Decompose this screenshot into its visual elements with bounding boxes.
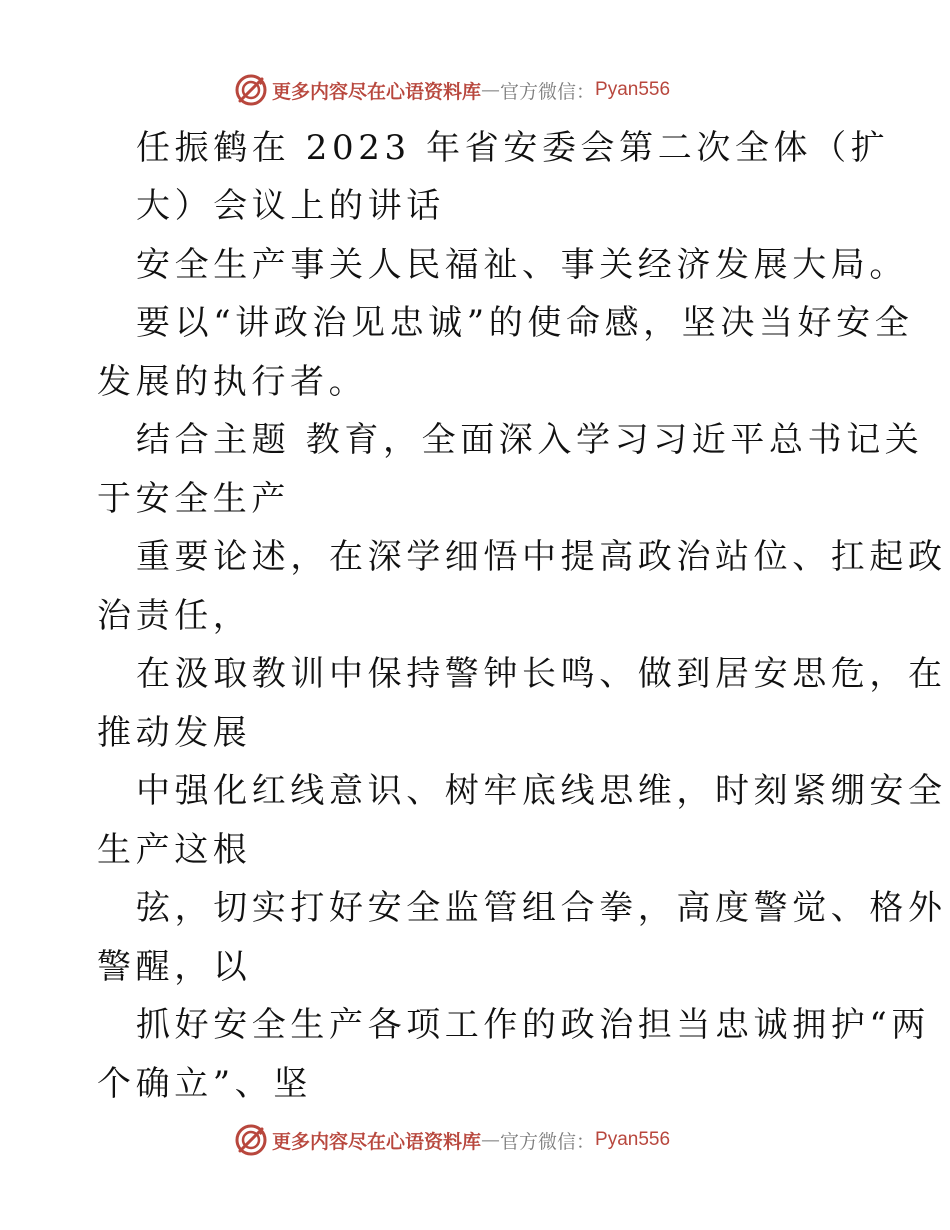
footer-watermark-banner — [234, 1123, 670, 1157]
text-line: 抓好安全生产各项工作的政治担当忠诚拥护“两 — [136, 1005, 930, 1045]
footer-wechat-label: 官方微信： — [500, 1130, 596, 1153]
text-line: 安全生产事关人民福祉、事关经济发展大局。 — [136, 245, 908, 285]
text-line: 发展的执行者。 — [97, 362, 368, 402]
text-line: 要以“讲政治见忠诚”的使命感，坚决当好安全 — [136, 303, 914, 343]
text-line: 大）会议上的讲话 — [136, 186, 445, 226]
header-watermark-banner — [234, 73, 670, 107]
footer-dash: — — [481, 1129, 501, 1151]
text-line: 推动发展 — [97, 713, 252, 753]
text-line: 治责任， — [97, 596, 252, 636]
text-line: 弦，切实打好安全监管组合拳，高度警觉、格外 — [136, 888, 947, 928]
text-line: 任振鹤在 2023 年省安委会第二次全体（扩 — [136, 128, 890, 168]
text-line: 结合主题 教育，全面深入学习习近平总书记关 — [136, 420, 924, 460]
header-wechat-label: 官方微信： — [500, 80, 596, 103]
brand-logo-icon — [234, 1123, 268, 1157]
text-line: 重要论述，在深学细悟中提高政治站位、扛起政 — [136, 537, 947, 577]
footer-site-name: 更多内容尽在心语资料库 — [272, 1130, 482, 1153]
header-wechat-id: Pyan556 — [595, 79, 671, 100]
text-line: 警醒，以 — [97, 947, 252, 987]
header-dash: — — [481, 79, 501, 101]
text-line: 个确立”、坚 — [97, 1064, 312, 1104]
text-line: 在汲取教训中保持警钟长鸣、做到居安思危，在 — [136, 654, 947, 694]
text-line: 生产这根 — [97, 830, 252, 870]
footer-wechat-id: Pyan556 — [595, 1129, 671, 1150]
text-line: 于安全生产 — [97, 479, 290, 519]
text-line: 中强化红线意识、树牢底线思维，时刻紧绷安全 — [136, 771, 947, 811]
brand-logo-icon — [234, 73, 268, 107]
header-site-name: 更多内容尽在心语资料库 — [272, 80, 482, 103]
